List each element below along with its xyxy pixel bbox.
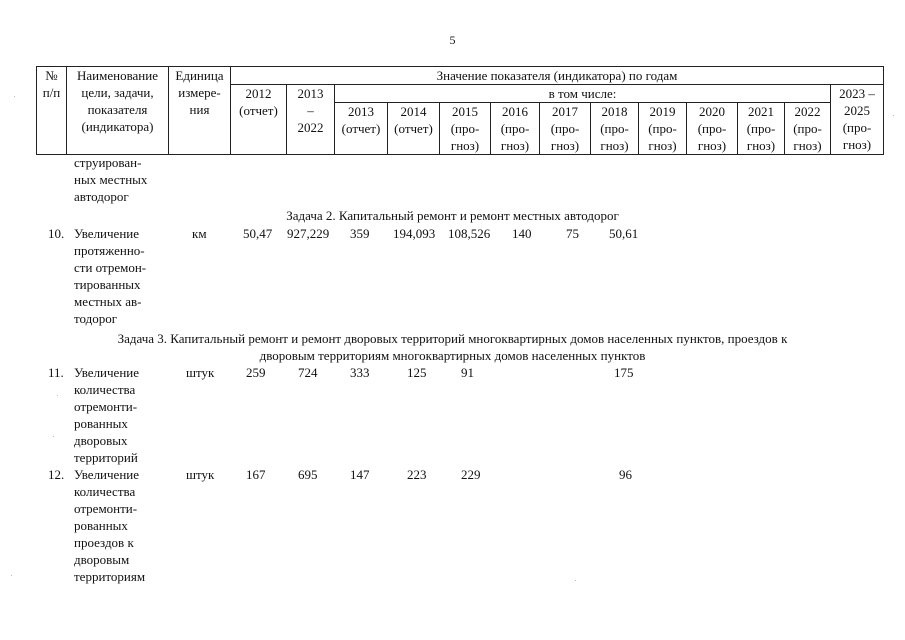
row-11-num: 11.	[48, 365, 64, 380]
task-3-title: Задача 3. Капитальный ремонт и ремонт дворовых территорий многоквартирных домов населенных пунктов, проездов к дворовым территориям многоквартирных домов населенных пунктов	[117, 331, 788, 363]
row-10-value-2016: 140	[512, 226, 532, 241]
continuation-name: струирован- ных местных автодорог	[74, 155, 148, 204]
row-10-value-2015: 108,526	[448, 226, 491, 241]
row-12-unit: штук	[186, 467, 215, 482]
header-including: в том числе:	[335, 85, 831, 103]
header-sub-2017: 2017 (про- гноз)	[540, 103, 591, 155]
row-10-num: 10.	[48, 226, 65, 241]
row-12-value-2014: 223	[407, 467, 427, 482]
scan-speck	[575, 580, 576, 581]
header-unit: Единица измере- ния	[169, 67, 231, 155]
header-sub-2019: 2019 (про- гноз)	[639, 103, 687, 155]
row-10-value-2018: 50,61	[609, 226, 639, 241]
task-2-title: Задача 2. Капитальный ремонт и ремонт местных автодорог	[286, 208, 619, 223]
indicator-table-header	[36, 66, 884, 155]
row-11-value-2013-2022: 724	[298, 365, 318, 380]
row-11-value-2018: 175	[614, 365, 634, 380]
header-name: Наименование цели, задачи, показателя (индикатора)	[67, 67, 169, 155]
row-11-value-2014: 125	[407, 365, 427, 380]
scan-speck	[53, 436, 54, 437]
row-10-value-2013-2022: 927,229	[287, 226, 330, 241]
header-sub-2020: 2020 (про- гноз)	[687, 103, 738, 155]
header-sub-2016: 2016 (про- гноз)	[491, 103, 540, 155]
header-sub-2015: 2015 (про- гноз)	[440, 103, 491, 155]
header-sub-2021: 2021 (про- гноз)	[738, 103, 785, 155]
header-sub-2014: 2014 (отчет)	[388, 103, 440, 155]
row-11-value-2013: 333	[350, 365, 370, 380]
header-sub-2018: 2018 (про- гноз)	[591, 103, 639, 155]
row-10-name: Увеличение протяженно- сти отремон- тированных местных ав- тодорог	[74, 226, 147, 326]
row-12-value-2013: 147	[350, 467, 370, 482]
scan-speck	[57, 395, 58, 396]
header-2012: 2012 (отчет)	[231, 85, 287, 155]
row-10-unit: км	[192, 226, 207, 241]
row-10-value-2017: 75	[566, 226, 579, 241]
page-number: 5	[449, 33, 456, 47]
row-11-value-2012: 259	[246, 365, 266, 380]
row-12-value-2012: 167	[246, 467, 266, 482]
row-11-value-2015: 91	[461, 365, 474, 380]
row-12-value-2013-2022: 695	[298, 467, 318, 482]
header-sub-2022: 2022 (про- гноз)	[785, 103, 831, 155]
scan-speck	[893, 115, 894, 116]
row-12-value-2015: 229	[461, 467, 481, 482]
row-11-name: Увеличение количества отремонти- рованных дворовых территорий	[74, 365, 140, 465]
row-12-value-2018: 96	[619, 467, 632, 482]
scan-speck	[11, 575, 12, 576]
header-2023-2025: 2023 – 2025 (про- гноз)	[831, 85, 884, 155]
scan-speck	[14, 96, 15, 97]
row-11-unit: штук	[186, 365, 215, 380]
header-2013-2022: 2013 – 2022	[287, 85, 335, 155]
header-sub-2013: 2013 (отчет)	[335, 103, 388, 155]
row-10-value-2014: 194,093	[393, 226, 436, 241]
row-10-value-2013: 359	[350, 226, 370, 241]
row-12-name: Увеличение количества отремонти- рованных проездов к дворовым территориям	[74, 467, 146, 584]
header-num: № п/п	[37, 67, 67, 155]
header-values-title: Значение показателя (индикатора) по годам	[231, 67, 884, 85]
row-10-value-2012: 50,47	[243, 226, 273, 241]
row-12-num: 12.	[48, 467, 65, 482]
